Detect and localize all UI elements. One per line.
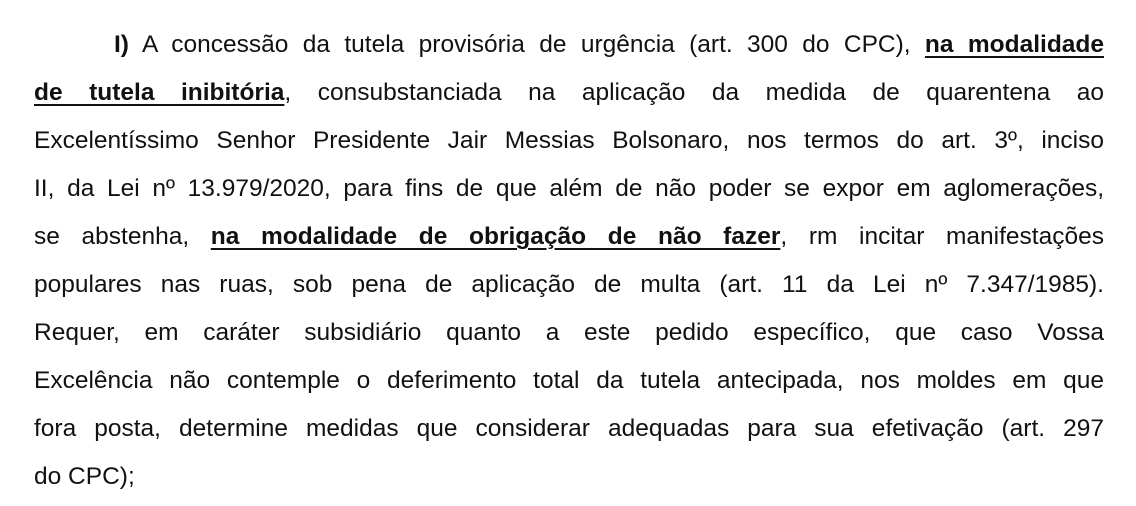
line-6-text: populares nas ruas, sob pena de aplicação de multa (art. 11 da Lei nº 7.347/1985). [34, 271, 1104, 298]
line-4-text: II, da Lei nº 13.979/2020, para fins de que além de não poder se expor em aglomerações, [34, 175, 1104, 202]
line-2-text: , consubstanciada na aplicação da medida de quarentena ao [284, 79, 1104, 106]
paragraph-line-5 [34, 214, 1104, 260]
paragraph-line-7 [34, 310, 1104, 356]
line-9-text: fora posta, determine medidas que considerar adequadas para sua efetivação (art. 297 [34, 415, 1104, 442]
emphasis-tutela-inibitoria: de tutela inibitória [34, 79, 285, 106]
line-7-text: Requer, em caráter subsidiário quanto a este pedido específico, que caso Vossa [34, 319, 1104, 346]
emphasis-obrigacao-nao-fazer: na modalidade de obrigação de não fazer [210, 223, 781, 250]
paragraph-line-9 [34, 406, 1104, 452]
line-8-text: Excelência não contemple o deferimento total da tutela antecipada, nos moldes em que [34, 367, 1104, 394]
paragraph-line-1 [114, 22, 1104, 68]
line-3-text: Excelentíssimo Senhor Presidente Jair Messias Bolsonaro, nos termos do art. 3º, inciso [34, 127, 1104, 154]
paragraph-line-4 [34, 166, 1104, 212]
line-10-text: do CPC); [34, 463, 135, 490]
line-5-text-b: , rm incitar manifestações [780, 223, 1104, 250]
emphasis-na-modalidade: na modalidade [924, 31, 1104, 58]
item-marker: I) [114, 31, 129, 58]
paragraph-line-6 [34, 262, 1104, 308]
paragraph-line-10 [34, 454, 135, 500]
line-1-text: A concessão da tutela provisória de urgência (art. 300 do CPC), [128, 31, 925, 58]
paragraph-line-8 [34, 358, 1104, 404]
paragraph-line-3 [34, 118, 1104, 164]
line-5-text-a: se abstenha, [34, 223, 211, 250]
paragraph-line-2 [34, 70, 1104, 116]
